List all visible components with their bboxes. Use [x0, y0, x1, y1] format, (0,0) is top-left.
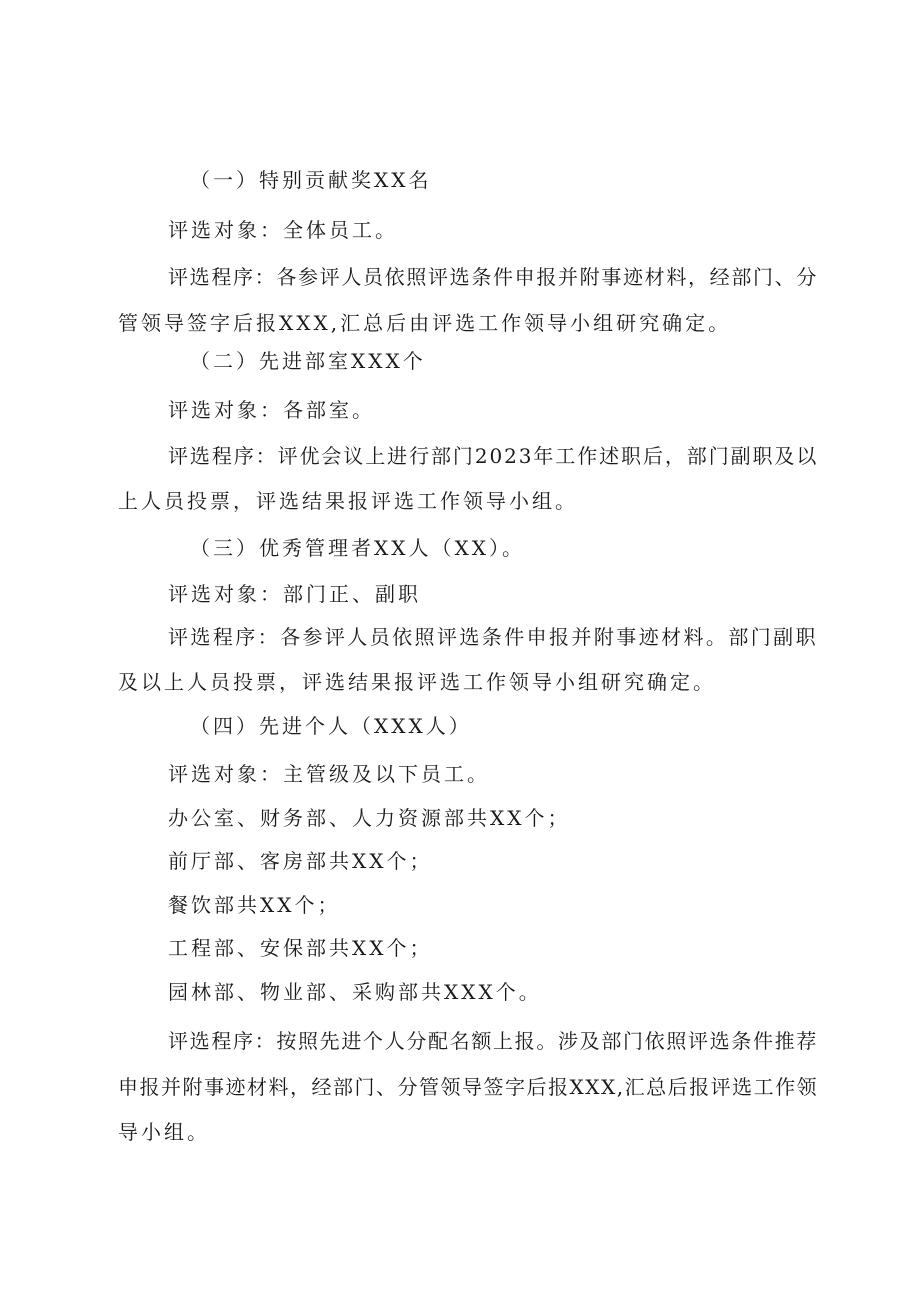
section-2-procedure-line-1: 评选程序：评优会议上进行部门2023年工作述职后，部门副职及以 — [168, 444, 819, 468]
section-1-heading: （一）特别贡献奖XX名 — [190, 168, 432, 192]
quota-item: 办公室、财务部、人力资源部共XX个； — [168, 806, 571, 830]
section-4-heading: （四）先进个人（XXX人） — [190, 714, 472, 738]
section-1-target: 评选对象：全体员工。 — [168, 218, 398, 242]
section-2-procedure-line-2: 上人员投票，评选结果报评选工作领导小组。 — [118, 489, 578, 513]
section-3-procedure-line-1: 评选程序：各参评人员依照评选条件申报并附事迹材料。部门副职 — [168, 625, 818, 649]
quota-item: 餐饮部共XX个； — [168, 893, 341, 917]
section-1-procedure-line-2: 管领导签字后报XXX,汇总后由评选工作领导小组研究确定。 — [118, 311, 732, 335]
section-3-target: 评选对象：部门正、副职 — [168, 582, 421, 606]
section-4-procedure-line-3: 导小组。 — [118, 1120, 210, 1144]
section-3-procedure-line-2: 及以上人员投票，评选结果报评选工作领导小组研究确定。 — [118, 670, 716, 694]
quota-item: 工程部、安保部共XX个； — [168, 936, 433, 960]
section-4-procedure-line-2: 申报并附事迹材料，经部门、分管领导签字后报XXX,汇总后报评选工作领 — [118, 1075, 819, 1099]
section-2-target: 评选对象：各部室。 — [168, 398, 375, 422]
section-4-target: 评选对象：主管级及以下员工。 — [168, 762, 490, 786]
section-3-heading: （三）优秀管理者XX人（XX）。 — [190, 536, 525, 560]
section-4-procedure-line-1: 评选程序：按照先进个人分配名额上报。涉及部门依照评选条件推荐 — [168, 1029, 818, 1053]
quota-item: 前厅部、客房部共XX个； — [168, 849, 433, 873]
section-1-procedure-line-1: 评选程序：各参评人员依照评选条件申报并附事迹材料，经部门、分 — [168, 265, 818, 289]
quota-item: 园林部、物业部、采购部共XXX个。 — [168, 980, 542, 1004]
section-2-heading: （二）先进部室XXX个 — [190, 349, 426, 373]
